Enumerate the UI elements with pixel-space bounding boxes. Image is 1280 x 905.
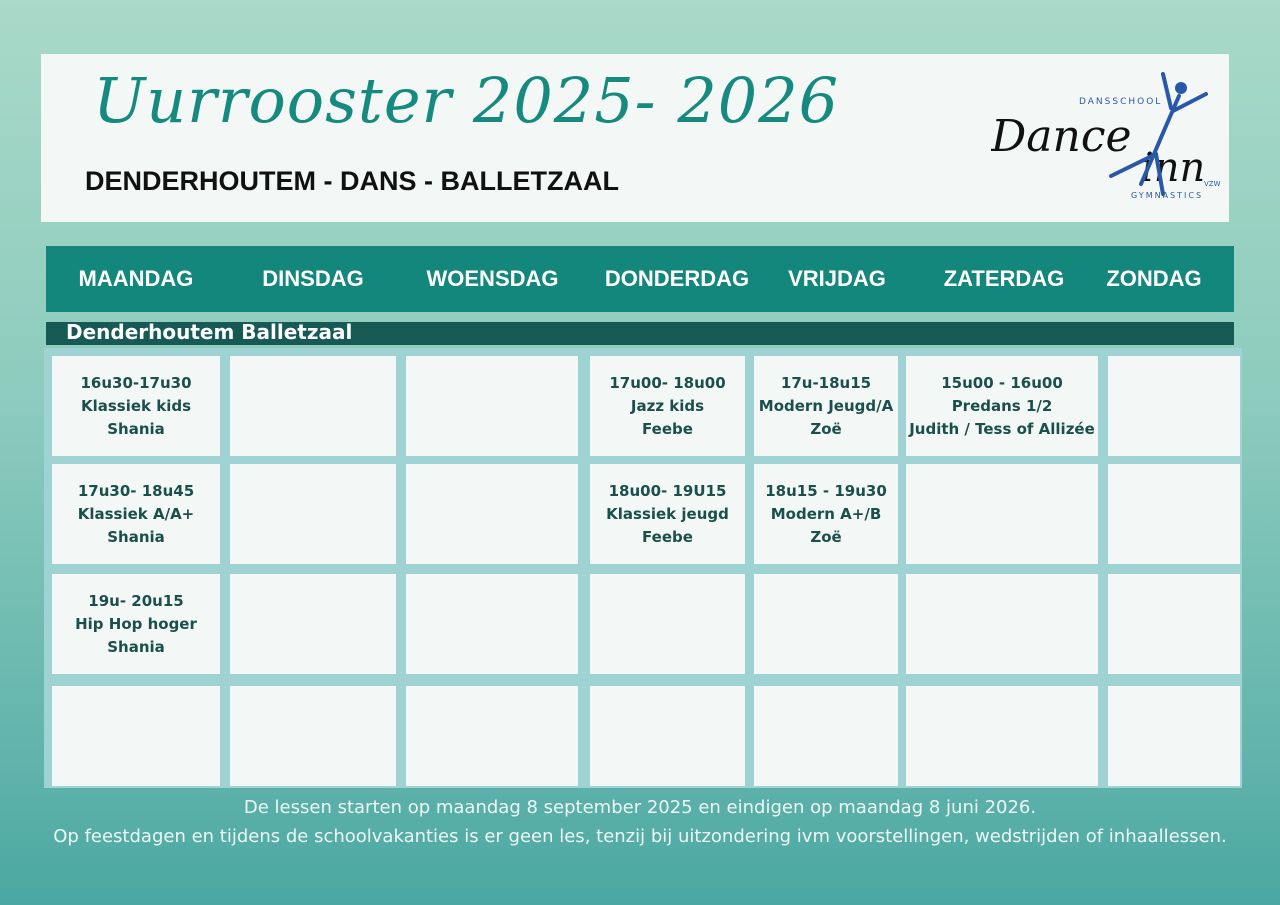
class-teacher: Zoë (810, 419, 842, 438)
day-maandag: MAANDAG (78, 266, 194, 291)
cell-woensdag-r1 (406, 464, 578, 564)
cell-zaterdag-r3 (906, 686, 1098, 786)
cell-donderdag-r2 (590, 574, 745, 674)
cell-zondag-r2 (1108, 574, 1240, 674)
footer-line-1: De lessen starten op maandag 8 september 2025 en eindigen op maandag 8 juni 2026. (243, 797, 1037, 818)
cell-vrijdag-r3 (754, 686, 898, 786)
class-name: Hip Hop hoger (75, 614, 197, 633)
class-teacher: Judith / Tess of Allizée (909, 419, 1095, 438)
cell-woensdag-r3 (406, 686, 578, 786)
class-time: 17u00- 18u00 (609, 373, 726, 392)
cell-maandag-r1 (52, 464, 220, 564)
class-teacher: Zoë (810, 527, 842, 546)
day-dinsdag: DINSDAG (262, 266, 364, 291)
cell-woensdag-r2 (406, 574, 578, 674)
logo-word-inn: inn (1141, 145, 1206, 191)
class-teacher: Feebe (642, 527, 693, 546)
class-time: 17u-18u15 (780, 373, 872, 392)
dance-inn-logo (991, 66, 1221, 206)
day-woensdag: WOENSDAG (426, 266, 559, 291)
cell-dinsdag-r1 (230, 464, 396, 564)
cell-zondag-r3 (1108, 686, 1240, 786)
cell-woensdag-r0 (406, 356, 578, 456)
day-vrijdag: VRIJDAG (788, 266, 886, 291)
cell-zaterdag-r2 (906, 574, 1098, 674)
class-time: 17u30- 18u45 (77, 481, 195, 500)
class-teacher: Feebe (642, 419, 693, 438)
cell-donderdag-r0 (590, 356, 745, 456)
day-donderdag: DONDERDAG (604, 266, 750, 291)
logo-word-dance: Dance (991, 111, 1132, 162)
class-name: Modern A+/B (770, 504, 882, 523)
cell-maandag-r0 (52, 356, 220, 456)
footer-line-2: Op feestdagen en tijdens de schoolvakanties is er geen les, tenzij bij uitzondering ivm voorstellingen, wedstrijden of inhaallessen. (53, 826, 1227, 847)
day-header-bar (46, 246, 1234, 312)
cell-vrijdag-r2 (754, 574, 898, 674)
logo-suffix: VZW (1204, 180, 1221, 188)
class-time: 19u- 20u15 (88, 591, 184, 610)
cell-zaterdag-r1 (906, 464, 1098, 564)
cell-maandag-r2 (52, 574, 220, 674)
day-zaterdag: ZATERDAG (943, 266, 1065, 291)
class-name: Predans 1/2 (951, 396, 1053, 415)
cell-maandag-r3 (52, 686, 220, 786)
cell-dinsdag-r2 (230, 574, 396, 674)
header-card (41, 54, 1229, 222)
class-name: Klassiek A/A+ (77, 504, 195, 523)
cell-zaterdag-r0 (906, 356, 1098, 456)
cell-vrijdag-r1 (754, 464, 898, 564)
class-teacher: Shania (107, 419, 165, 438)
class-name: Jazz kids (630, 396, 705, 415)
logo-bottom-text: GYMNASTICS (1131, 191, 1204, 200)
class-name: Klassiek kids (80, 396, 192, 415)
page-subtitle: DENDERHOUTEM - DANS - BALLETZAAL (85, 166, 619, 196)
cell-donderdag-r1 (590, 464, 745, 564)
logo-top-text: DANSSCHOOL (1079, 97, 1163, 107)
cell-zondag-r0 (1108, 356, 1240, 456)
section-bar (46, 322, 1234, 345)
cell-donderdag-r3 (590, 686, 745, 786)
class-name: Modern Jeugd/A (758, 396, 894, 415)
class-time: 15u00 - 16u00 (941, 373, 1063, 392)
class-time: 18u00- 19U15 (608, 481, 727, 500)
section-title: Denderhoutem Balletzaal (66, 320, 353, 344)
cell-dinsdag-r3 (230, 686, 396, 786)
day-zondag: ZONDAG (1106, 266, 1202, 291)
class-teacher: Shania (107, 527, 165, 546)
class-name: Klassiek jeugd (606, 504, 729, 523)
cell-zondag-r1 (1108, 464, 1240, 564)
page-title: Uurrooster 2025- 2026 (93, 64, 840, 137)
class-time: 16u30-17u30 (80, 373, 192, 392)
class-time: 18u15 - 19u30 (765, 481, 887, 500)
cell-dinsdag-r0 (230, 356, 396, 456)
class-teacher: Shania (107, 637, 165, 656)
cell-vrijdag-r0 (754, 356, 898, 456)
